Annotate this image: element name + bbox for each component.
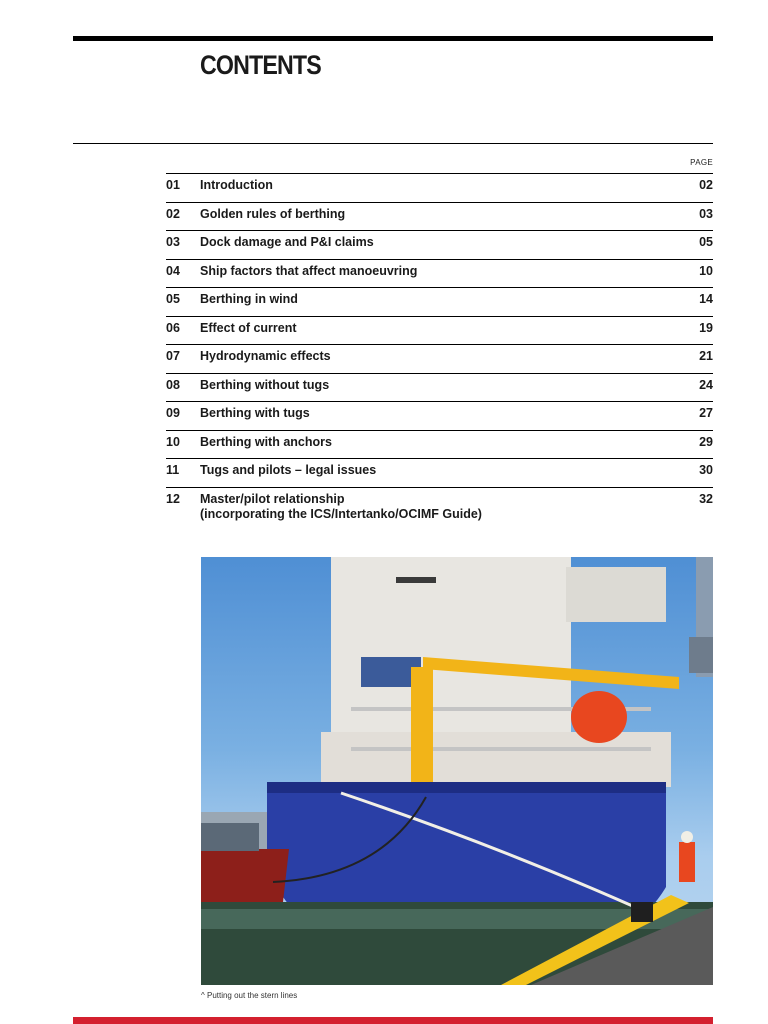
crew-member — [679, 842, 695, 882]
toc-title: Golden rules of berthing — [200, 206, 346, 221]
crane-cab — [689, 637, 713, 673]
tug-cabin — [201, 823, 259, 851]
table-of-contents — [166, 173, 713, 527]
ship-photo — [201, 557, 713, 985]
toc-page: 24 — [699, 377, 713, 392]
toc-page: 30 — [699, 463, 713, 477]
toc-number: 08 — [166, 377, 180, 392]
toc-title: Ship factors that affect manoeuvring — [200, 263, 418, 278]
deck-crane-post — [411, 667, 433, 787]
toc-entry[interactable] — [166, 230, 713, 259]
toc-title: Berthing with anchors — [200, 434, 332, 449]
toc-title: Tugs and pilots – legal issues — [200, 463, 377, 477]
toc-number: 05 — [166, 292, 180, 306]
toc-entry[interactable] — [166, 487, 713, 527]
toc-page: 05 — [699, 235, 713, 249]
toc-page: 10 — [699, 263, 713, 278]
toc-number: 07 — [166, 349, 180, 363]
toc-title-subtitle: (incorporating the ICS/Intertanko/OCIMF Guide) — [200, 506, 482, 521]
toc-page: 32 — [699, 491, 713, 506]
bridge-wing — [566, 567, 666, 622]
toc-title: Berthing with tugs — [200, 406, 310, 420]
toc-page: 29 — [699, 434, 713, 449]
toc-number: 03 — [166, 235, 180, 249]
toc-number: 01 — [166, 178, 180, 192]
toc-number: 09 — [166, 406, 180, 420]
toc-title: Hydrodynamic effects — [200, 349, 331, 363]
toc-page: 02 — [699, 178, 713, 192]
toc-page: 03 — [699, 206, 713, 221]
accommodation-deck — [321, 732, 671, 787]
page-title: CONTENTS — [200, 50, 321, 80]
toc-entry[interactable] — [166, 287, 713, 316]
photo-caption: ^ Putting out the stern lines — [201, 991, 298, 1000]
toc-entry[interactable] — [166, 373, 713, 402]
toc-title — [200, 492, 482, 522]
toc-entry[interactable] — [166, 173, 713, 202]
toc-title-main: Master/pilot relationship — [200, 491, 345, 506]
toc-page: 14 — [699, 292, 713, 306]
ship-illustration — [201, 557, 713, 985]
toc-entry[interactable] — [166, 401, 713, 430]
toc-entry[interactable] — [166, 458, 713, 487]
toc-title: Introduction — [200, 178, 273, 192]
toc-number: 06 — [166, 320, 180, 335]
toc-number: 02 — [166, 206, 180, 221]
toc-page: 21 — [699, 349, 713, 363]
title-divider — [73, 143, 713, 144]
toc-entry[interactable] — [166, 316, 713, 345]
toc-number: 04 — [166, 263, 180, 278]
toc-title: Dock damage and P&I claims — [200, 235, 374, 249]
top-rule — [73, 36, 713, 41]
toc-title: Effect of current — [200, 320, 297, 335]
toc-page: 19 — [699, 320, 713, 335]
bollard — [631, 902, 653, 922]
page-column-header: PAGE — [690, 158, 713, 167]
toc-number: 11 — [166, 463, 180, 477]
deck-railing — [351, 747, 651, 751]
crew-helmet — [681, 831, 693, 843]
hull-top-band — [267, 782, 666, 793]
lifeboat — [571, 691, 627, 743]
bridge-windows — [396, 577, 436, 583]
toc-entry[interactable] — [166, 202, 713, 231]
toc-entry[interactable] — [166, 344, 713, 373]
toc-page: 27 — [699, 406, 713, 420]
toc-entry[interactable] — [166, 259, 713, 288]
toc-title: Berthing in wind — [200, 292, 298, 306]
toc-number: 12 — [166, 491, 180, 506]
toc-number: 10 — [166, 434, 180, 449]
tug-boat — [201, 849, 289, 907]
toc-entry[interactable] — [166, 430, 713, 459]
toc-title: Berthing without tugs — [200, 377, 330, 392]
bottom-accent-bar — [73, 1017, 713, 1024]
